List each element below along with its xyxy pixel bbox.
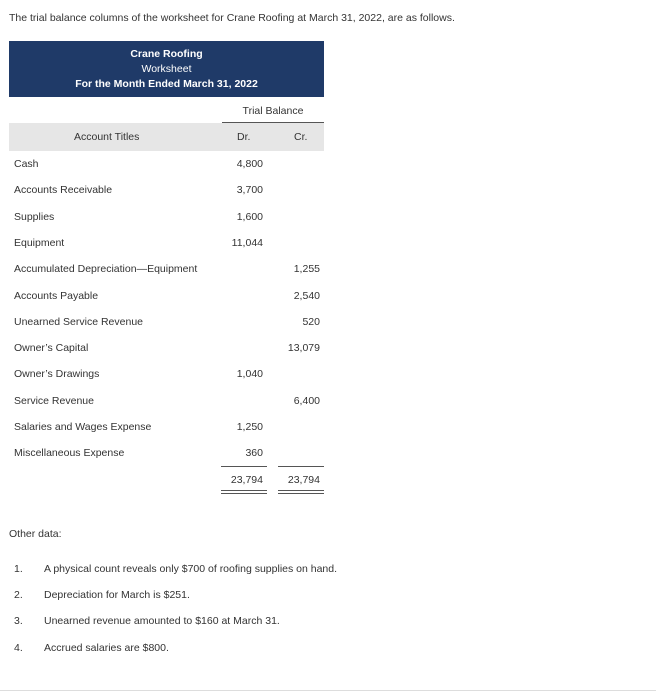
other-data-item: Unearned revenue amounted to $160 at March 31. bbox=[44, 615, 280, 627]
worksheet-header bbox=[9, 41, 324, 97]
page-divider bbox=[0, 690, 656, 691]
credit-total-rule bbox=[278, 466, 324, 467]
account-title: Supplies bbox=[14, 211, 55, 223]
debit-amount: 1,250 bbox=[236, 421, 263, 433]
account-title: Salaries and Wages Expense bbox=[14, 421, 152, 433]
credit-double-rule-1 bbox=[278, 490, 324, 491]
other-data-item: A physical count reveals only $700 of roofing supplies on hand. bbox=[44, 563, 338, 575]
account-title: Cash bbox=[14, 158, 39, 170]
credit-amount: 1,255 bbox=[293, 263, 320, 275]
debit-amount: 1,040 bbox=[236, 368, 263, 380]
worksheet-title: Worksheet bbox=[141, 63, 192, 75]
company-name: Crane Roofing bbox=[130, 48, 203, 60]
debit-amount: 360 bbox=[245, 447, 263, 459]
other-data-number: 2. bbox=[14, 589, 23, 601]
period-label: For the Month Ended March 31, 2022 bbox=[75, 78, 258, 90]
debit-double-rule-2 bbox=[221, 493, 267, 494]
debit-total: 23,794 bbox=[230, 474, 263, 486]
column-header-band bbox=[9, 123, 324, 151]
credit-amount: 2,540 bbox=[293, 290, 320, 302]
account-title: Accounts Payable bbox=[14, 290, 99, 302]
other-data-number: 4. bbox=[14, 642, 23, 654]
debit-amount: 1,600 bbox=[236, 211, 263, 223]
account-title: Owner’s Capital bbox=[14, 342, 89, 354]
account-title: Unearned Service Revenue bbox=[14, 316, 143, 328]
trial-balance-heading: Trial Balance bbox=[242, 105, 304, 117]
other-data-number: 3. bbox=[14, 615, 23, 627]
account-title: Service Revenue bbox=[14, 395, 94, 407]
other-data-item: Accrued salaries are $800. bbox=[44, 642, 169, 654]
debit-amount: 11,044 bbox=[231, 237, 263, 249]
account-title: Equipment bbox=[14, 237, 65, 249]
other-data-label: Other data: bbox=[9, 528, 62, 540]
debit-double-rule-1 bbox=[221, 490, 267, 491]
account-title: Owner’s Drawings bbox=[14, 368, 100, 380]
debit-column-heading: Dr. bbox=[237, 131, 251, 143]
debit-amount: 3,700 bbox=[236, 184, 263, 196]
credit-total: 23,794 bbox=[287, 474, 320, 486]
credit-column-heading: Cr. bbox=[294, 131, 308, 143]
credit-amount: 13,079 bbox=[287, 342, 320, 354]
debit-amount: 4,800 bbox=[236, 158, 263, 170]
intro-text: The trial balance columns of the worksheet for Crane Roofing at March 31, 2022, are as follows. bbox=[9, 12, 455, 24]
other-data-item: Depreciation for March is $251. bbox=[44, 589, 190, 601]
account-title: Accumulated Depreciation—Equipment bbox=[14, 263, 198, 275]
other-data-number: 1. bbox=[14, 563, 23, 575]
account-title: Accounts Receivable bbox=[14, 184, 113, 196]
debit-total-rule bbox=[221, 466, 267, 467]
account-titles-heading: Account Titles bbox=[74, 131, 140, 143]
account-title: Miscellaneous Expense bbox=[14, 447, 125, 459]
credit-amount: 520 bbox=[302, 316, 320, 328]
credit-amount: 6,400 bbox=[293, 395, 320, 407]
credit-double-rule-2 bbox=[278, 493, 324, 494]
